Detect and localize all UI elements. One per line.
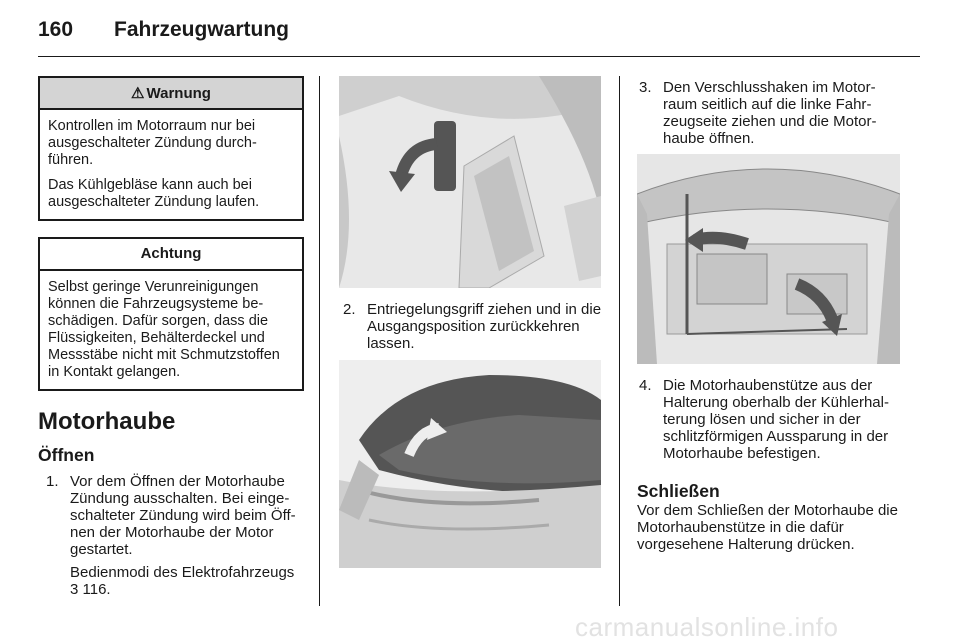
step-text: Die Motorhaubenstütze aus der Halterung oberhalb der Kühlerhalterung lösen und sicher in der schlitzförmigen Aussparung in der Motorhaube befestigen.: [663, 377, 889, 462]
step-1: [46, 473, 306, 598]
step-text: Vor dem Öffnen der Motorhaube Zündung ausschalten. Bei eingeschalteter Zündung wird beim Öffnen der Motorhaube der Motor gestartet.: [70, 473, 296, 558]
warning-triangle-icon: ⚠: [131, 85, 145, 102]
column-divider-left: [319, 76, 320, 606]
engine-bay-illustration: [637, 154, 900, 364]
caution-box: [38, 237, 304, 391]
close-instructions: Vor dem Schließen der Motorhaube die Motorhaubenstütze in die dafür vorgesehene Halterung drücken.: [637, 502, 898, 553]
page-number: 160: [38, 18, 74, 41]
warning-text-2: Das Kühlgebläse kann auch bei ausgeschalteter Zündung laufen.: [48, 177, 260, 210]
step-4: [639, 377, 904, 462]
step-number: 1.: [46, 473, 59, 490]
warning-heading: Warnung: [146, 85, 211, 102]
caution-box-header: [40, 239, 302, 271]
subsection-open: Öffnen: [38, 445, 95, 465]
header-rule: [38, 56, 920, 57]
step-2: [343, 301, 605, 352]
step-number: 4.: [639, 377, 652, 394]
step-number: 3.: [639, 79, 652, 96]
warning-box: [38, 76, 304, 221]
step-note: Bedienmodi des Elektrofahrzeugs: [70, 564, 295, 581]
caution-heading: Achtung: [140, 245, 202, 262]
warning-text-1: Kontrollen im Motorraum nur bei ausgeschalteter Zündung durchführen.: [48, 118, 257, 168]
step-number: 2.: [343, 301, 356, 318]
release-handle-illustration: [339, 76, 601, 288]
page-reference[interactable]: 3 116.: [70, 581, 111, 598]
step-3: [639, 79, 901, 147]
caution-text: Selbst geringe Verunreinigungen können die Fahrzeugsysteme beschädigen. Dafür sorgen, dass die Flüssigkeiten, Behälterdeckel und Messstäbe nicht mit Schmutzstoffen in Kontakt gelangen.: [48, 279, 280, 380]
watermark: carmanualsonline.info: [575, 612, 839, 642]
step-text: Den Verschlusshaken im Motorraum seitlich auf die linke Fahrzeugseite ziehen und die Motorhaube öffnen.: [663, 79, 877, 147]
subsection-close: Schließen: [637, 481, 720, 501]
section-title: Motorhaube: [38, 408, 176, 435]
warning-box-header: [40, 78, 302, 110]
car-hood-illustration: [339, 360, 601, 568]
page-title: Fahrzeugwartung: [114, 18, 290, 41]
column-divider-right: [619, 76, 620, 606]
page-header: [38, 18, 289, 42]
step-text: Entriegelungsgriff ziehen und in die Ausgangsposition zurückkehren lassen.: [367, 301, 602, 352]
